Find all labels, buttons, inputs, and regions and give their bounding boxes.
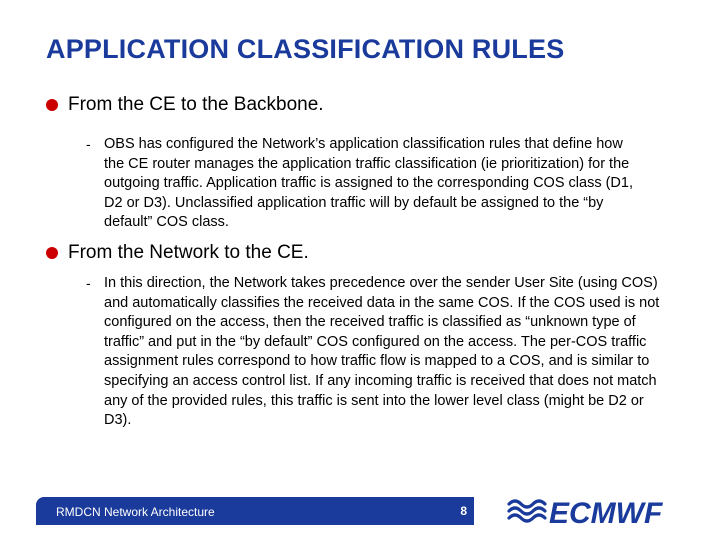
footer-bar <box>36 497 474 525</box>
sub-bullet-text: OBS has configured the Network’s application classification rules that define how the CE router manages the application traffic classification (ie prioritization) for the outgoing traffic. Application traffic is assigned to the corresponding COS class (D1, D2 or D3). Unclassified application traffic will by default be assigned to the “by default” COS class. <box>104 136 633 231</box>
sub-bullet-item <box>86 274 671 431</box>
bullet-text: From the CE to the Backbone. <box>68 94 324 115</box>
bullet-item <box>46 242 309 264</box>
page-number: 8 <box>460 504 467 518</box>
sub-bullet-marker: - <box>86 275 91 291</box>
sub-bullet-marker: - <box>86 136 91 152</box>
ecmwf-wave-logo-icon <box>505 492 675 530</box>
footer-label: RMDCN Network Architecture <box>56 505 215 519</box>
sub-bullet-text: In this direction, the Network takes precedence over the sender User Site (using COS) and automatically classifies the received data in the same COS. If the COS used is not configured on the access, then the received traffic is classified as “unknown type of traffic” and put in the “by default” COS configured on the access. The per-COS traffic assignment rules correspond to how traffic flow is mapped to a COS, and is similar to specifying an access control list. If any incoming traffic is received that does not match any of the provided rules, this traffic is sent into the lower level class (might be D2 or D3). <box>104 275 660 429</box>
slide-title: APPLICATION CLASSIFICATION RULES <box>46 34 565 64</box>
ecmwf-logo <box>505 492 675 530</box>
sub-bullet-item <box>86 135 646 233</box>
bullet-dot-icon <box>46 99 58 111</box>
logo-text: ECMWF <box>549 497 663 530</box>
bullet-item <box>46 94 324 116</box>
bullet-dot-icon <box>46 247 58 259</box>
bullet-text: From the Network to the CE. <box>68 242 309 263</box>
